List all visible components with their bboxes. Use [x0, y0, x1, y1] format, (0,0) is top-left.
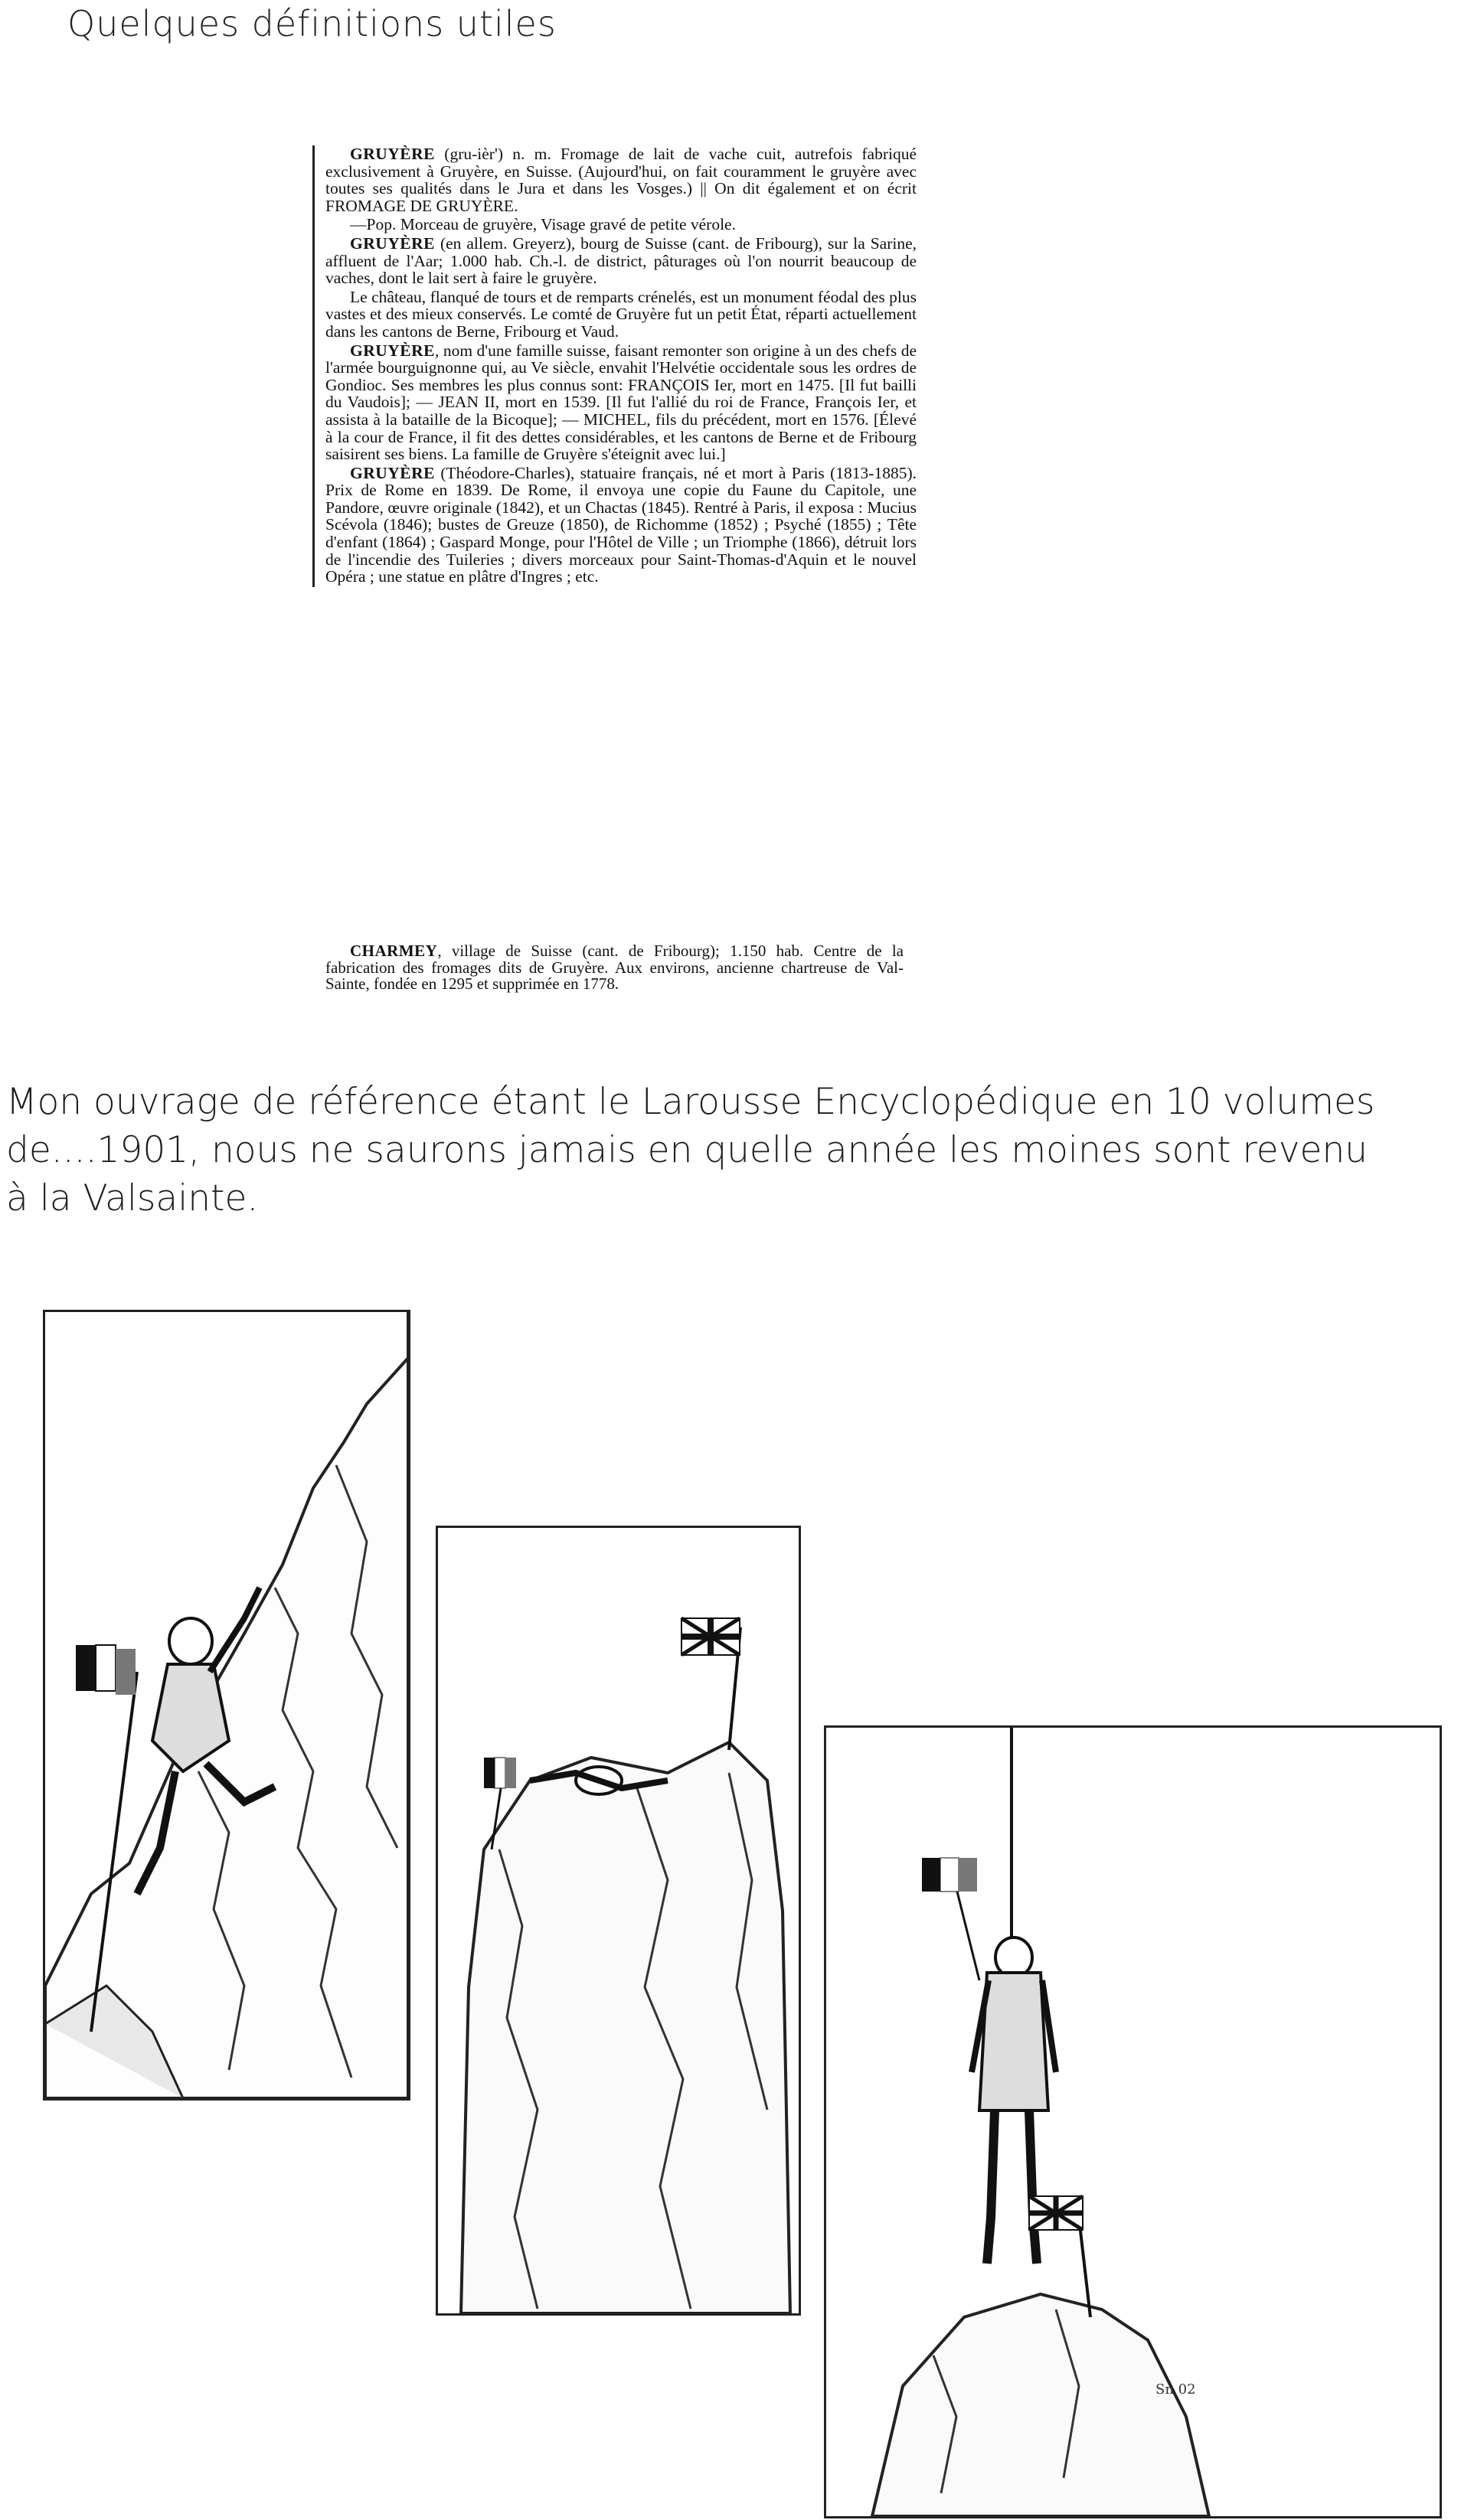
climber-illustration: [45, 1312, 408, 2098]
entry-headword: CHARMEY: [350, 942, 438, 960]
page-title: Quelques définitions utiles: [67, 3, 557, 44]
entry-text: (en allem. Greyerz), bourg de Suisse (cant. de Fribourg), sur la Sarine, affluent de l'Aar; 1.000 hab. Ch.-l. de district, pâturages où l'on nourrit beaucoup de vaches, dont le lait sert à faire le gruyère.: [325, 233, 917, 288]
dictionary-clipping: [312, 145, 917, 587]
entry-headword: GRUYÈRE: [350, 463, 436, 482]
author-note: [6, 1078, 1461, 1222]
cartoon-panel-3: [824, 1725, 1442, 2518]
french-flag-icon: [922, 1858, 979, 1980]
entry-subtext: —Pop. Morceau de gruyère, Visage gravé de petite vérole.: [350, 215, 736, 234]
entry-text: (Théodore-Charles), statuaire français, né et mort à Paris (1813-1885). Prix de Rome en 1839. De Rome, il envoya une copie du Faune du Capitole, une Pandore, œuvre originale (1842), et un Chactas (1845). Rentré à Paris, il exposa : Mucius Scévola (1846); bustes de Greuze (1850), de Richomme (1852) ; Psyché (1855) ; Tête d'enfant (1864) ; Gaspard Monge, pour l'Hôtel de Ville ; un Triomphe (1866), détruit lors de l'incendie des Tuileries ; divers morceaux pour Saint-Thomas-d'Aquin et le nouvel Opéra ; une statue en plâtre d'Ingres ; etc.: [325, 463, 917, 586]
dictionary-entry: [325, 145, 917, 214]
dictionary-entry: [325, 342, 917, 463]
dictionary-entry: [325, 465, 917, 586]
entry-subtext: Le château, flanqué de tours et de remparts crénelés, est un monument féodal des plus vastes et des mieux conservés. Le comté de Gruyère fut un petit État, réparti actuellement dans les cantons de Berne, Fribourg et Vaud.: [325, 287, 917, 341]
artist-signature: Sn 02: [1155, 2381, 1196, 2398]
entry-headword: GRUYÈRE: [350, 145, 436, 163]
entry-headword: GRUYÈRE: [350, 341, 436, 360]
entry-text: (gru-ièr') n. m. Fromage de lait de vache cuit, autrefois fabriqué exclusivement à Gruyère, en Suisse. (Aujourd'hui, on fait couramment le gruyère avec toutes ses qualités dans le Jura et dans les Vosges.) || On dit également et on écrit FROMAGE DE GRUYÈRE.: [325, 145, 917, 215]
cartoon-panel-2: [436, 1526, 801, 2316]
union-jack-icon: [681, 1618, 740, 1750]
entry-text: , nom d'une famille suisse, faisant remonter son origine à un des chefs de l'armée bourguignonne qui, au Ve siècle, envahit l'Helvétie occidentale sous les ordres de Gondioc. Ses membres les plus connus sont: FRANÇOIS Ier, mort en 1475. [Il fut bailli du Vaudois]; — JEAN II, mort en 1539. [Il fut l'allié du roi de France, François Ier, et assista à la bataille de la Bicoque]; — MICHEL, fils du précédent, mort en 1576. [Élevé à la cour de France, il fit des dettes considérables, et les cantons de Berne et de Fribourg saisirent ses biens. La famille de Gruyère s'éteignit avec lui.]: [325, 341, 917, 464]
cartoon-panel-1: [43, 1310, 410, 2101]
note-line: à la Valsainte.: [6, 1177, 259, 1219]
charmey-entry: [325, 943, 904, 993]
note-line: de....1901, nous ne saurons jamais en quelle année les moines sont revenu: [6, 1129, 1368, 1171]
summit-illustration: [438, 1528, 799, 2313]
entry-text: , village de Suisse (cant. de Fribourg); 1.150 hab. Centre de la fabrication des fromages dits de Gruyère. Aux environs, ancienne chartreuse de Val-Sainte, fondée en 1295 et supprimée en 1778.: [325, 942, 904, 993]
note-line: Mon ouvrage de référence étant le Larousse Encyclopédique en 10 volumes: [6, 1081, 1375, 1123]
dictionary-entry: [325, 235, 917, 287]
entry-headword: GRUYÈRE: [350, 233, 436, 253]
hanged-climber-illustration: [826, 1728, 1440, 2516]
